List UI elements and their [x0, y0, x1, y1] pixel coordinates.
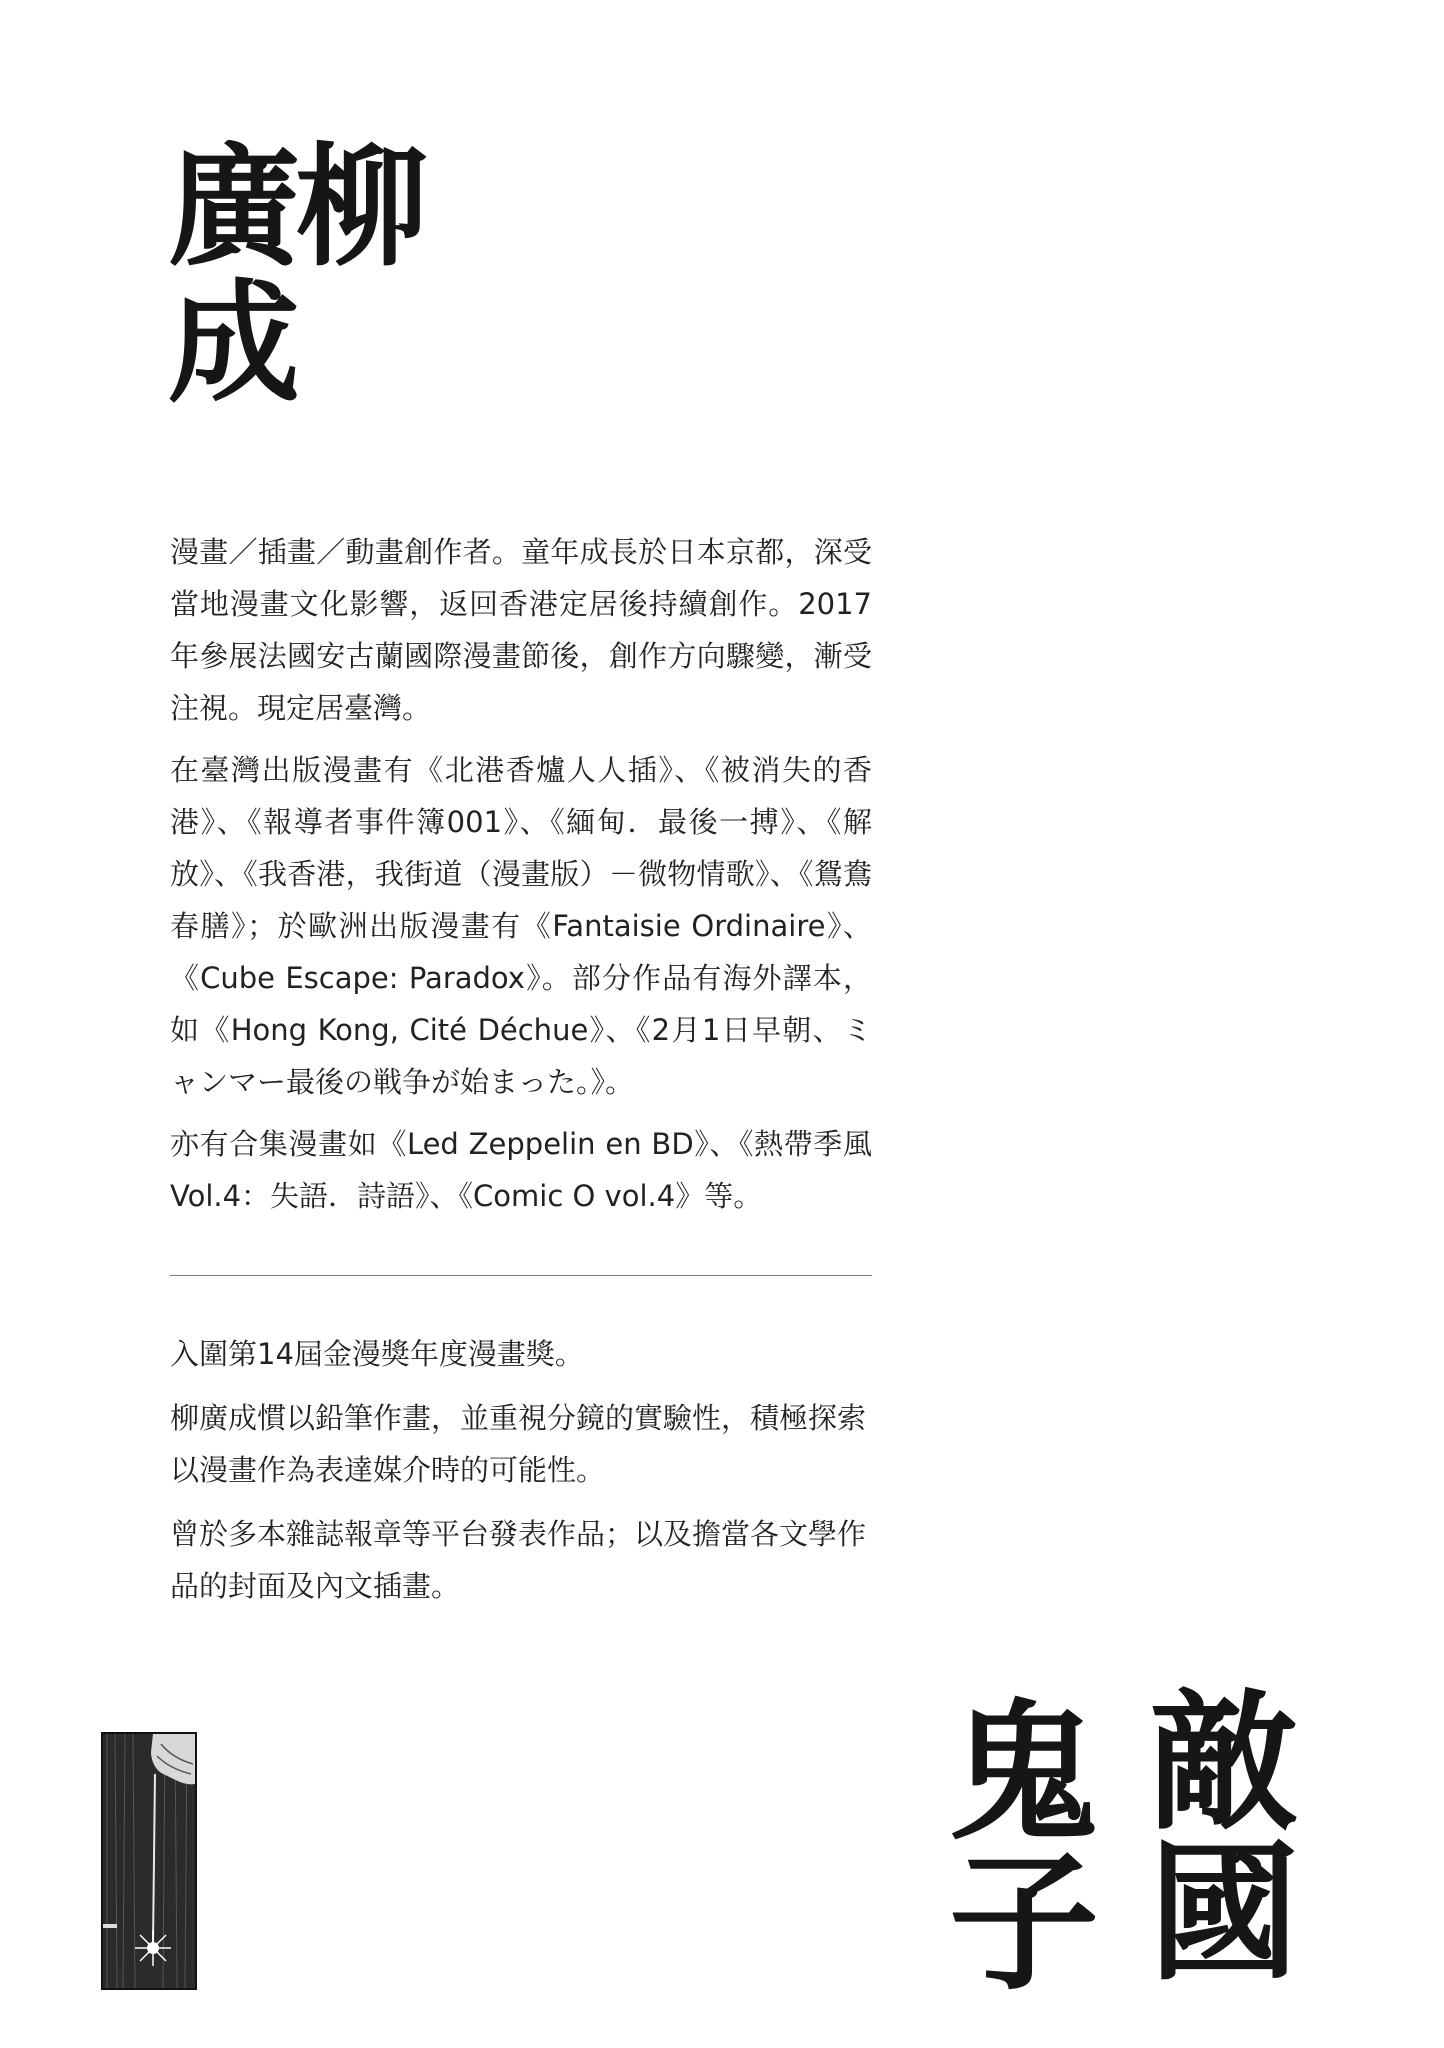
- book-title-char: 子: [948, 1835, 1099, 2011]
- book-title-column-right: [1144, 1675, 1304, 2001]
- notes-paragraph: 柳廣成慣以鉛筆作畫，並重視分鏡的實驗性，積極探索以漫畫作為表達媒介時的可能性。: [170, 1401, 867, 1487]
- author-bio: [170, 526, 872, 1232]
- book-title-char: 國: [1148, 1825, 1299, 2001]
- book-title: [944, 1675, 1364, 2011]
- author-notes: [170, 1328, 872, 1624]
- book-illustration-strip: [101, 1732, 197, 1990]
- author-name: [168, 130, 568, 421]
- book-title-column-left: [944, 1685, 1104, 2011]
- bio-paragraph: 亦有合集漫畫如《Led Zeppelin en BD》、《熱帶季風Vol.4：失語．詩語》、《Comic O vol.4》等。: [170, 1127, 872, 1213]
- notes-paragraph: 曾於多本雜誌報章等平台發表作品；以及擔當各文學作品的封面及內文插畫。: [170, 1517, 867, 1603]
- author-name-line1: 廣柳: [168, 130, 424, 285]
- author-name-line2: 成: [168, 266, 296, 421]
- section-divider: [170, 1275, 872, 1276]
- notes-paragraph: 入圍第14屆金漫獎年度漫畫獎。: [170, 1337, 584, 1371]
- illustration-hand-icon: [103, 1734, 195, 1988]
- book-title-char: 鬼: [948, 1685, 1099, 1861]
- bio-paragraph: 在臺灣出版漫畫有《北港香爐人人插》、《被消失的香港》、《報導者事件簿001》、《緬甸．最後一搏》、《解放》、《我香港，我街道（漫畫版）－微物情歌》、《鴛鴦春膳》；於歐洲出版漫畫有《Fantaisie Ordinaire》、《Cube Escape: Paradox》。部分作品有海外譯本，如《Hong Kong, Cité Déchue》、《2月1日早朝、ミャンマー最後の戦争が始まった。》。: [170, 753, 872, 1099]
- bio-paragraph: 漫畫／插畫／動畫創作者。童年成長於日本京都，深受當地漫畫文化影響，返回香港定居後持續創作。2017年參展法國安古蘭國際漫畫節後，創作方向驟變，漸受注視。現定居臺灣。: [170, 535, 872, 725]
- book-title-char: 敵: [1148, 1675, 1299, 1851]
